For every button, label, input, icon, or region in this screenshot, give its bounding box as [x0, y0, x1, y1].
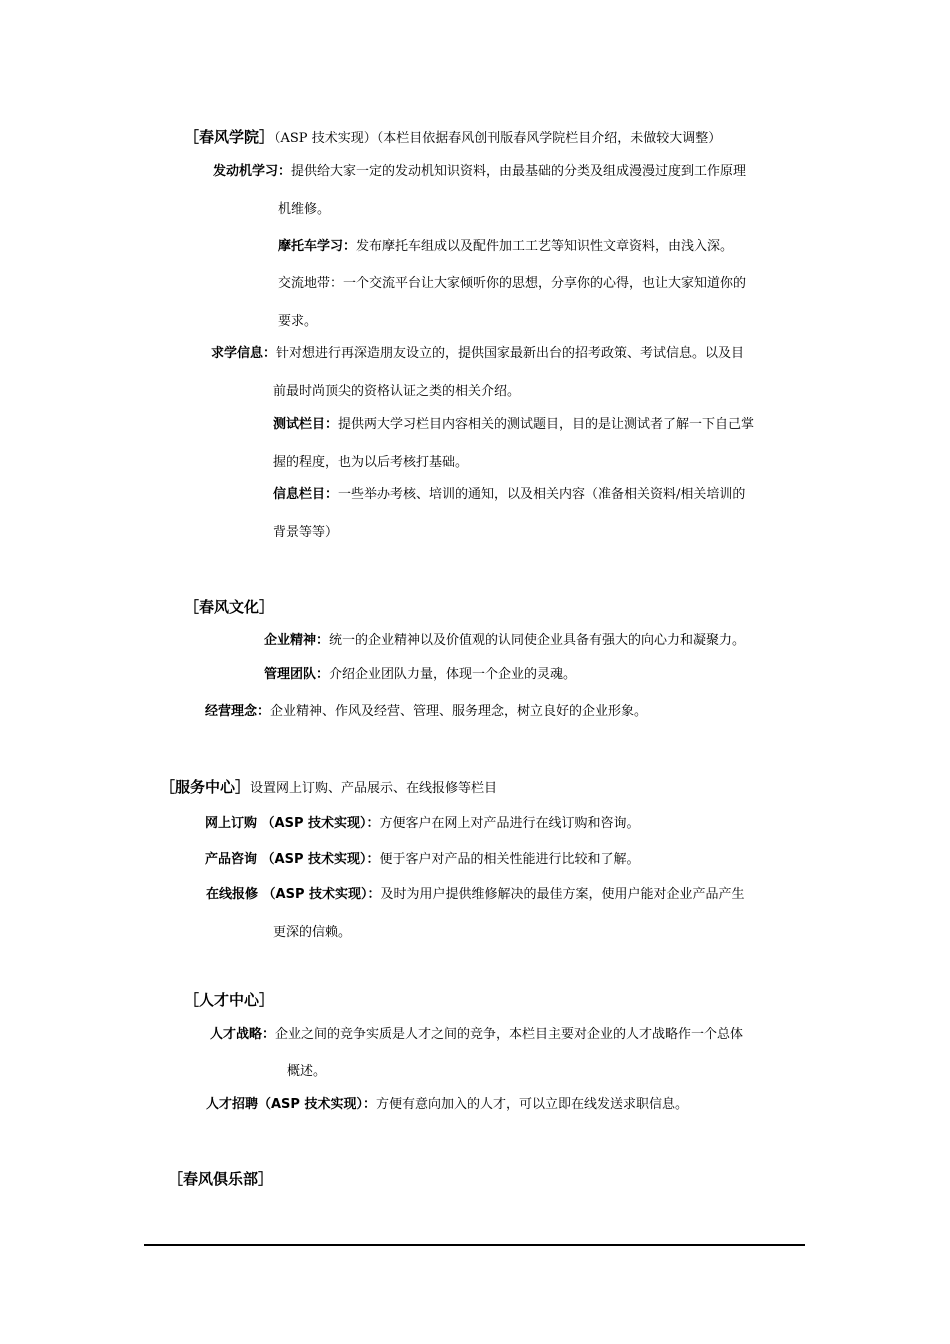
item-label: 网上订购 （ASP 技术实现）： — [205, 816, 380, 831]
section-rencai-heading: ［人才中心］ — [184, 991, 275, 1009]
item-info-cont: 背景等等） — [273, 525, 339, 540]
item-spirit — [264, 632, 745, 650]
item-text: 统一的企业精神以及价值观的认同使企业具备有强大的向心力和凝聚力。 — [329, 633, 746, 648]
item-order — [205, 815, 640, 833]
section-note: 设置网上订购、产品展示、在线报修等栏目 — [250, 781, 498, 796]
item-label: 经营理念： — [205, 704, 271, 719]
item-text: 发布摩托车组成以及配件加工工艺等知识性文章资料，由浅入深。 — [356, 239, 734, 254]
item-label: 企业精神： — [264, 633, 330, 648]
item-label: 信息栏目： — [273, 487, 339, 502]
item-label: 人才招聘（ASP 技术实现）： — [206, 1097, 376, 1112]
item-label: 测试栏目： — [273, 417, 339, 432]
section-fuwu — [160, 778, 497, 798]
item-label: 求学信息： — [211, 346, 277, 361]
item-engine-study-cont: 机维修。 — [278, 202, 331, 217]
item-text: 介绍企业团队力量，体现一个企业的灵魂。 — [329, 667, 577, 682]
item-strategy-cont: 概述。 — [287, 1064, 327, 1079]
item-text: 便于客户对产品的相关性能进行比较和了解。 — [379, 852, 640, 867]
item-study-info — [211, 345, 744, 363]
item-text: 针对想进行再深造朋友设立的，提供国家最新出台的招考政策、考试信息。以及目 — [276, 346, 745, 361]
item-text: 企业精神、作风及经营、管理、服务理念，树立良好的企业形象。 — [270, 704, 648, 719]
item-team — [264, 666, 576, 684]
item-label: 发动机学习： — [213, 164, 292, 179]
item-label: 在线报修 （ASP 技术实现）： — [206, 887, 381, 902]
item-label: 摩托车学习： — [278, 239, 357, 254]
item-text: 及时为用户提供维修解决的最佳方案，使用户能对企业产品产生 — [380, 887, 745, 902]
section-heading: ［春风学院］ — [184, 128, 275, 146]
item-label: 管理团队： — [264, 667, 330, 682]
item-consult — [205, 851, 640, 869]
item-text: 一些举办考核、培训的通知，以及相关内容（准备相关资料/相关培训的 — [338, 487, 746, 502]
item-text: 方便客户在网上对产品进行在线订购和咨询。 — [379, 816, 640, 831]
item-moto-study — [278, 238, 733, 256]
item-repair-cont: 更深的信赖。 — [273, 925, 352, 940]
footer-divider — [144, 1244, 805, 1246]
item-engine-study — [213, 163, 746, 181]
item-test-cont: 握的程度，也为以后考核打基础。 — [273, 455, 469, 470]
item-text: 提供给大家一定的发动机知识资料，由最基础的分类及组成漫漫过度到工作原理 — [291, 164, 747, 179]
section-xueyuan — [184, 128, 721, 148]
item-study-info-cont: 前最时尚顶尖的资格认证之类的相关介绍。 — [273, 384, 521, 399]
item-info — [273, 486, 745, 504]
item-strategy — [210, 1026, 743, 1044]
section-heading: ［服务中心］ — [160, 778, 251, 796]
item-repair — [206, 886, 745, 904]
item-text: 方便有意向加入的人才，可以立即在线发送求职信息。 — [375, 1097, 688, 1112]
item-philosophy — [205, 703, 647, 721]
item-recruit — [206, 1096, 688, 1114]
item-label: 人才战略： — [210, 1027, 276, 1042]
item-text: 提供两大学习栏目内容相关的测试题目，目的是让测试者了解一下自己掌 — [338, 417, 755, 432]
section-note: （ASP 技术实现）（本栏目依据春风创刊版春风学院栏目介绍，未做较大调整） — [274, 131, 722, 146]
item-exchange-cont: 要求。 — [278, 314, 318, 329]
section-julebu-heading: ［春风俱乐部］ — [168, 1170, 274, 1188]
item-label: 产品咨询 （ASP 技术实现）： — [205, 852, 380, 867]
item-text: 企业之间的竞争实质是人才之间的竞争，本栏目主要对企业的人才战略作一个总体 — [275, 1027, 744, 1042]
section-wenhua-heading: ［春风文化］ — [184, 598, 275, 616]
item-exchange: 交流地带：一个交流平台让大家倾听你的思想，分享你的心得，也让大家知道你的 — [278, 276, 747, 291]
item-test — [273, 416, 754, 434]
